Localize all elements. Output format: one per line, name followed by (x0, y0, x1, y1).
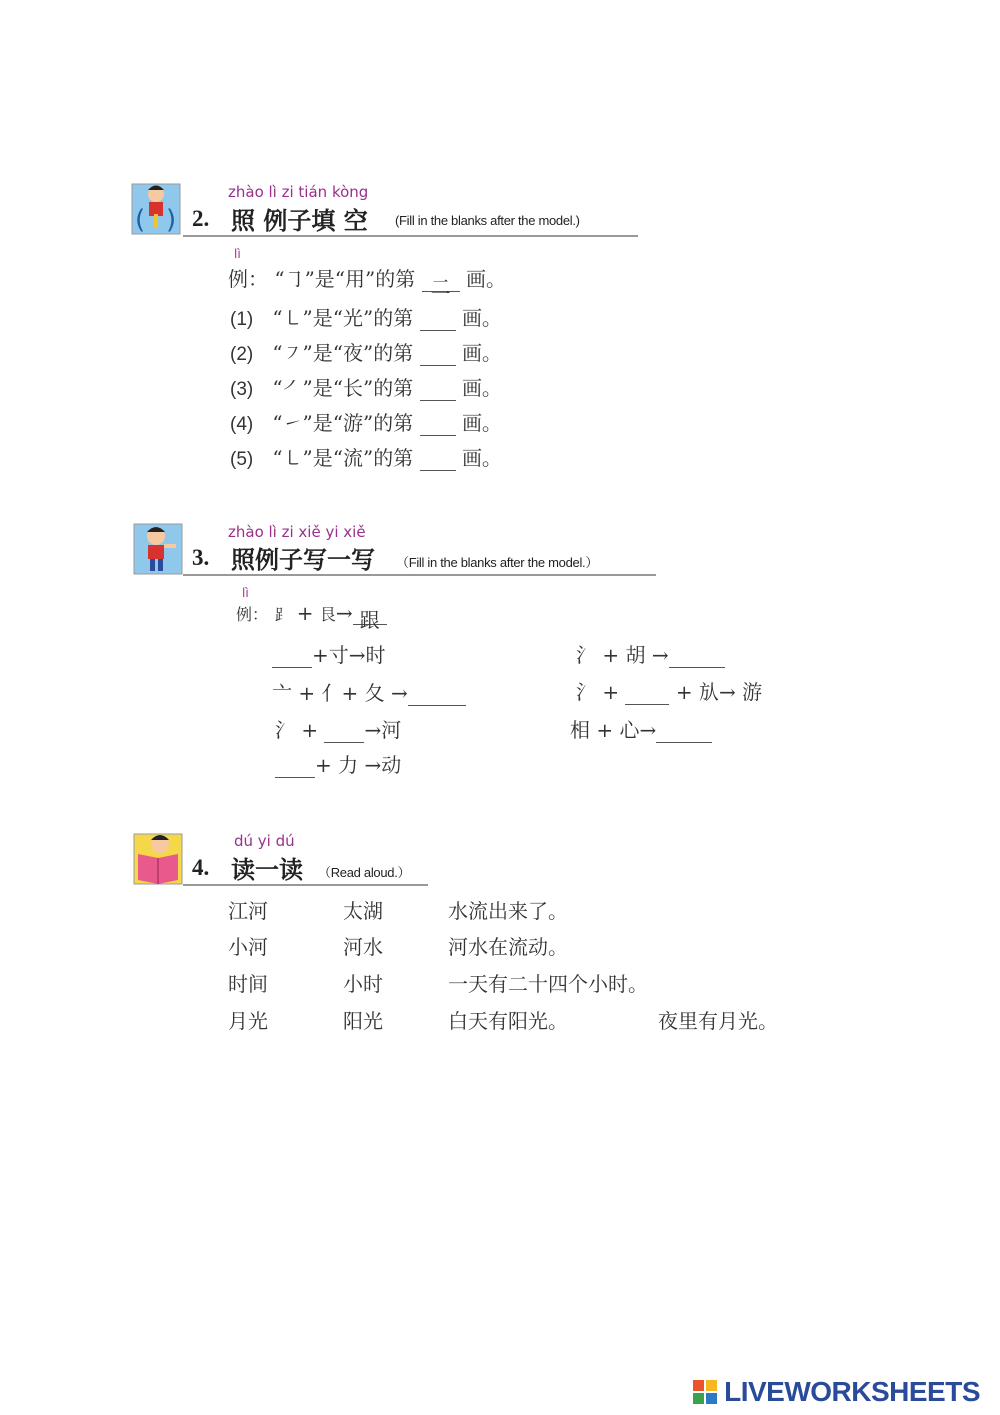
section3-left-1: +寸→时 (272, 639, 386, 668)
list-item: (2) “㇇”是“夜”的第 画。 (230, 341, 502, 365)
liveworksheets-logo (693, 1376, 980, 1408)
pencil-kid-icon (130, 180, 182, 236)
answer-blank[interactable] (420, 450, 456, 471)
reading-kid-icon (132, 830, 184, 886)
answer-blank[interactable] (420, 415, 456, 436)
list-item: (5) “㇄”是“流”的第 画。 (230, 446, 502, 470)
answer-blank[interactable] (669, 647, 725, 668)
section2-subtitle: (Fill in the blanks after the model.) (395, 213, 580, 228)
section4-number: 4. (192, 855, 210, 880)
section4-subtitle: （Read aloud.） (318, 865, 411, 880)
answer-blank[interactable] (408, 685, 466, 706)
list-item: (1) “㇄”是“光”的第 画。 (230, 306, 502, 330)
waving-kid-icon (132, 520, 184, 576)
answer-blank[interactable] (420, 380, 456, 401)
answer-blank[interactable] (420, 345, 456, 366)
answer-blank[interactable] (272, 647, 312, 668)
section3-subtitle: （Fill in the blanks after the model.） (396, 555, 599, 570)
answer-blank[interactable] (625, 684, 669, 705)
example-text-b: 画。 (465, 267, 506, 291)
answer-blank[interactable] (656, 722, 712, 743)
section3-pinyin: zhào lì zi xiě yi xiě (228, 523, 366, 541)
section3-right-3: 相 + 心→ (570, 714, 712, 743)
section2-number: 2. (192, 206, 210, 231)
section3-left-4: + 力 →动 (275, 749, 401, 778)
list-item: (3) “㇒”是“长”的第 画。 (230, 376, 502, 400)
section3-right-2: 氵 + + 㫃→ 游 (576, 680, 763, 704)
lws-logo-icon (693, 1380, 717, 1404)
section2-example (228, 263, 506, 299)
section3-left-2: 亠 + 亻+ 夂 → (272, 677, 466, 706)
section4-title: 读一读 (231, 855, 303, 884)
example-text-a: “㇆”是“用”的第 (274, 267, 416, 291)
section3-underline (183, 574, 656, 576)
section3-example-ruby: lì (242, 586, 249, 600)
liveworksheets-brand: LIVEWORKSHEETS (724, 1376, 981, 1407)
section3-left-3: 氵 + →河 (275, 718, 402, 742)
section4-pinyin: dú yi dú (234, 832, 295, 850)
section3-number: 3. (192, 545, 210, 570)
example-label: 例： (228, 267, 268, 291)
section3-title: 照例子写一写 (231, 545, 375, 574)
section2-example-ruby: lì (234, 247, 241, 261)
list-item: (4) “㇀”是“游”的第 画。 (230, 411, 502, 435)
answer-blank[interactable] (324, 722, 364, 743)
section2-pinyin: zhào lì zi tián kòng (228, 183, 369, 201)
example-answer: 二 (422, 271, 460, 292)
answer-blank[interactable] (275, 757, 315, 778)
section4-underline (183, 884, 428, 886)
section3-right-1: 氵 + 胡 → (576, 639, 725, 668)
svg-text:): ) (166, 205, 177, 235)
section2-underline (183, 235, 638, 237)
section3-example: 例： ⻊ + 艮→ 跟 (236, 601, 387, 625)
answer-blank[interactable] (420, 310, 456, 331)
svg-text:(: ( (135, 205, 146, 235)
section2-title: 照 例子填 空 (231, 206, 368, 235)
